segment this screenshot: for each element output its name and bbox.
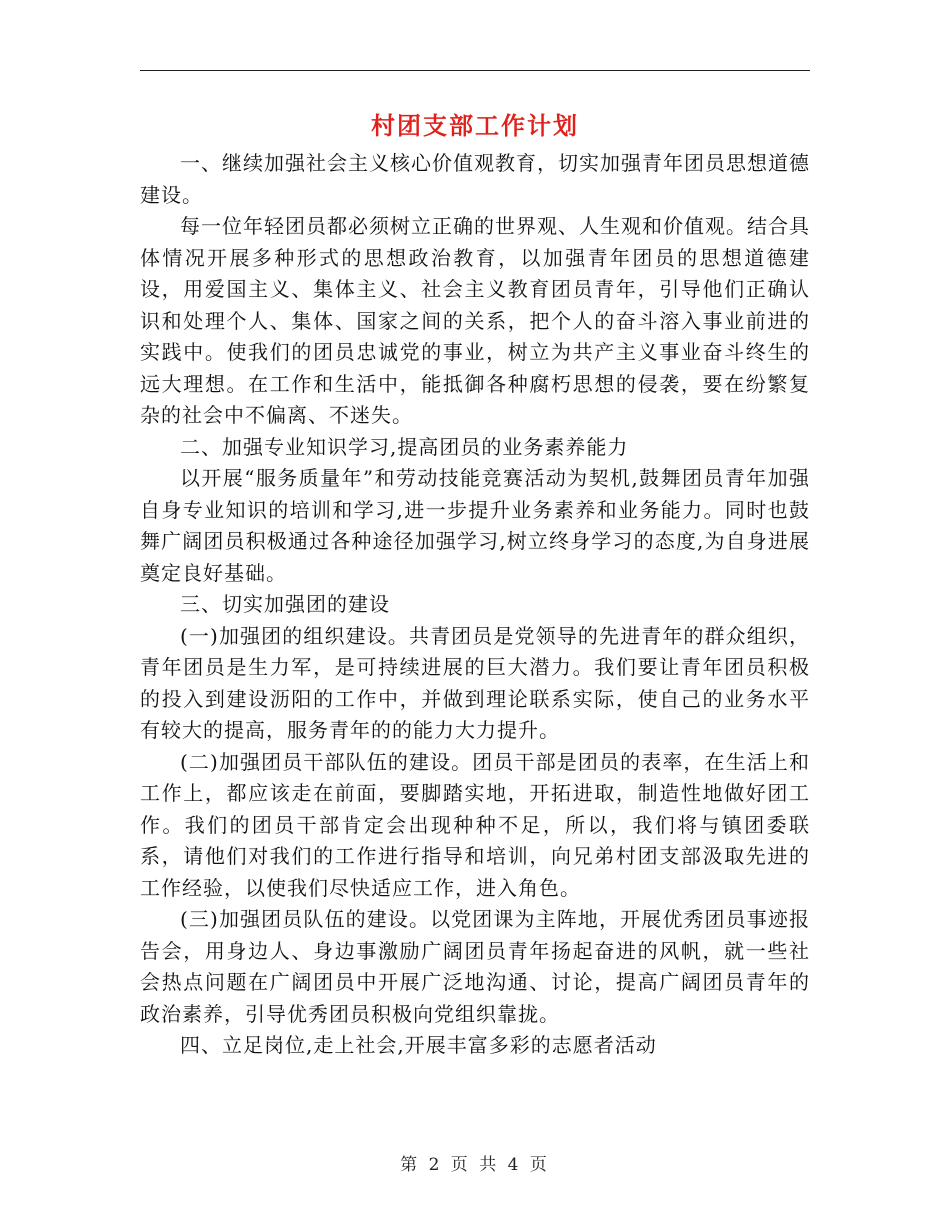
paragraph: 每一位年轻团员都必须树立正确的世界观、人生观和价值观。结合具体情况开展多种形式的思想政治教育，以加强青年团员的思想道德建设，用爱国主义、集体主义、社会主义教育团员青年，引导他们正确认识和处理个人、集体、国家之间的关系，把个人的奋斗溶入事业前进的实践中。使我们的团员忠诚党的事业，树立为共产主义事业奋斗终生的远大理想。在工作和生活中，能抵御各种腐朽思想的侵袭，要在纷繁复杂的社会中不偏离、不迷失。 bbox=[140, 214, 810, 427]
paragraph: (一)加强团的组织建设。共青团员是党领导的先进青年的群众组织，青年团员是生力军，是可持续进展的巨大潜力。我们要让青年团员积极的投入到建设沥阳的工作中，并做到理论联系实际，使自己的业务水平有较大的提高，服务青年的的能力大力提升。 bbox=[140, 623, 810, 742]
section-heading-2: 二、加强专业知识学习,提高团员的业务素养能力 bbox=[180, 434, 629, 459]
section-heading-1: 一、继续加强社会主义核心价值观教育，切实加强青年团员思想道德建设。 bbox=[140, 151, 810, 207]
paragraph: 以开展“服务质量年”和劳动技能竞赛活动为契机,鼓舞团员青年加强自身专业知识的培训和学习,进一步提升业务素养和业务能力。同时也鼓舞广阔团员积极通过各种途径加强学习,树立终身学习的态度,为自身进展奠定良好基础。 bbox=[140, 466, 810, 585]
page-footer: 第 2 页 共 4 页 bbox=[400, 1155, 550, 1175]
paragraph: (三)加强团员队伍的建设。以党团课为主阵地，开展优秀团员事迹报告会，用身边人、身边事激励广阔团员青年扬起奋进的风帆，就一些社会热点问题在广阔团员中开展广泛地沟通、讨论，提高广阔团员青年的政治素养，引导优秀团员积极向党组织靠拢。 bbox=[140, 907, 810, 1026]
section-heading-3: 三、切实加强团的建设 bbox=[180, 592, 390, 616]
paragraph: (二)加强团员干部队伍的建设。团员干部是团员的表率，在生活上和工作上，都应该走在前面，要脚踏实地，开拓进取，制造性地做好团工作。我们的团员干部肯定会出现种种不足，所以，我们将与镇团委联系，请他们对我们的工作进行指导和培训，向兄弟村团支部汲取先进的工作经验，以使我们尽快适应工作，进入角色。 bbox=[140, 749, 810, 900]
section-heading-4: 四、立足岗位,走上社会,开展丰富多彩的志愿者活动 bbox=[180, 1033, 657, 1057]
document-title: 村团支部工作计划 bbox=[371, 111, 579, 140]
document-body bbox=[140, 148, 810, 1062]
header-rule bbox=[140, 70, 810, 71]
